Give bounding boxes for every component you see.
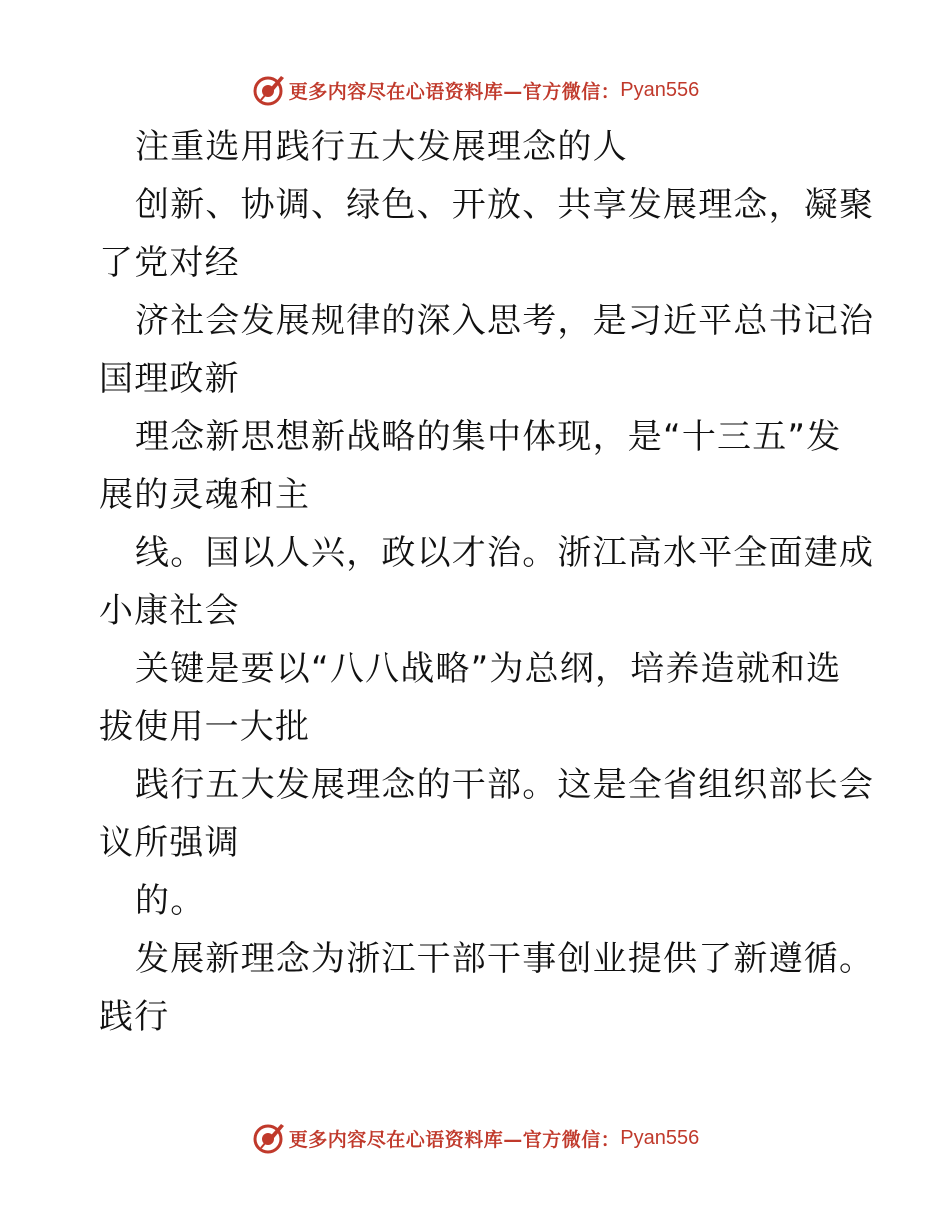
text-line: 发展新理念为浙江干部干事创业提供了新遵循。: [135, 939, 875, 979]
header-wechat-id: Pyan556: [620, 78, 700, 101]
text-line: 了党对经: [99, 243, 240, 283]
text-line: 济社会发展规律的深入思考，是习近平总书记治: [135, 301, 875, 341]
text-line: 注重选用践行五大发展理念的人: [135, 127, 628, 167]
text-line: 国理政新: [99, 359, 240, 399]
text-line: 展的灵魂和主: [99, 475, 311, 515]
document-body: [99, 118, 875, 1046]
text-line: 践行: [99, 997, 170, 1037]
quill-logo-icon: [251, 1120, 287, 1156]
quill-logo-icon: [251, 72, 287, 108]
header-watermark-banner: [0, 70, 950, 110]
footer-wechat-id: Pyan556: [620, 1126, 700, 1149]
text-line: 拔使用一大批: [99, 707, 311, 747]
header-banner-text: 更多内容尽在心语资料库—官方微信：: [288, 80, 621, 103]
text-line: 线。国以人兴，政以才治。浙江高水平全面建成: [135, 533, 875, 573]
text-line: 议所强调: [99, 823, 240, 863]
footer-watermark-banner: [0, 1118, 950, 1158]
text-line: 创新、协调、绿色、开放、共享发展理念，凝聚: [135, 185, 875, 225]
text-line: 践行五大发展理念的干部。这是全省组织部长会: [135, 765, 875, 805]
text-line: 理念新思想新战略的集中体现，是“十三五”发: [135, 417, 842, 457]
text-line: 的。: [135, 881, 206, 921]
text-line: 小康社会: [99, 591, 240, 631]
text-line: 关键是要以“八八战略”为总纲，培养造就和选: [135, 649, 842, 689]
footer-banner-text: 更多内容尽在心语资料库—官方微信：: [288, 1128, 621, 1151]
